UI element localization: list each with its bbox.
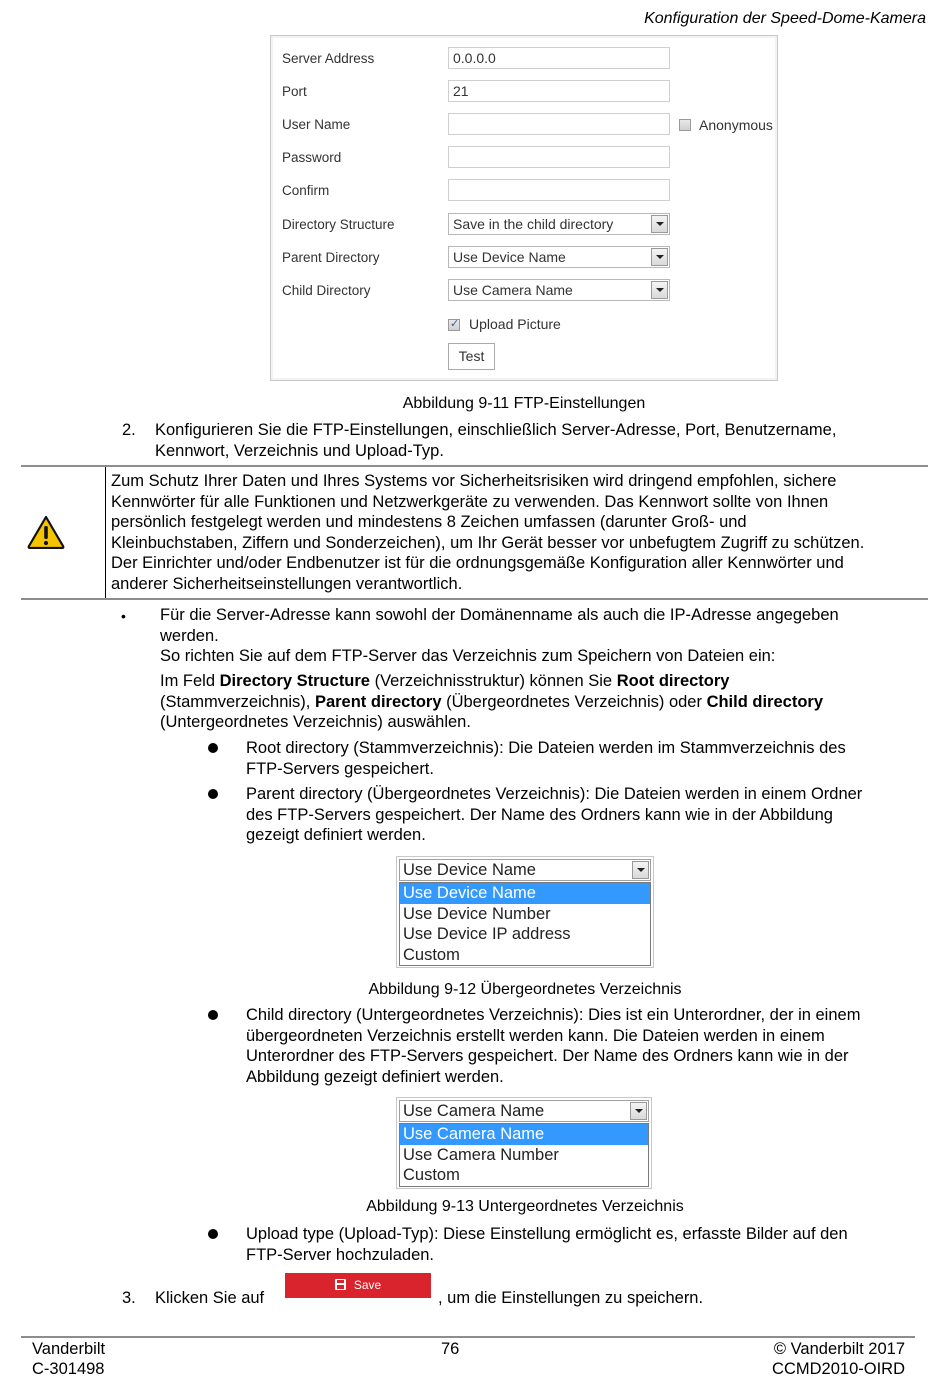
parent-directory-dropdown-figure (396, 856, 654, 968)
step2-line: Konfigurieren Sie die FTP-Einstellungen, einschließlich Server-Adresse, Port, Benutzername, (155, 421, 837, 439)
user-name-row (271, 113, 777, 137)
bullet-line: übergeordneten Verzeichnis erstellt werden kann. Die Dateien werden in einem (246, 1026, 825, 1045)
server-address-input[interactable]: 0.0.0.0 (448, 47, 670, 69)
text: (Verzeichnisstruktur) können Sie (370, 672, 617, 690)
step-number: 3. (122, 1289, 136, 1307)
child-dropdown-selected: Use Camera Name (403, 1102, 545, 1120)
chevron-down-icon[interactable] (651, 248, 668, 266)
child-directory-dropdown-figure (396, 1097, 652, 1189)
step2-text (155, 420, 836, 461)
root-directory-bullet (246, 738, 926, 779)
divider (21, 465, 928, 467)
warning-line: persönlich festgelegt werden und mindestens 8 Zeichen umfassen (darunter Groß- und (111, 513, 747, 531)
parent-dropdown-list (399, 882, 651, 966)
bold-term: Child directory (706, 692, 823, 711)
password-input[interactable] (448, 146, 670, 168)
directory-structure-label: Directory Structure (282, 217, 395, 232)
footer-company: Vanderbilt (32, 1340, 106, 1358)
figure-caption-9-12: Abbildung 9-12 Übergeordnetes Verzeichnis (368, 981, 682, 998)
warning-triangle-icon (27, 515, 65, 549)
dropdown-option[interactable]: Custom (403, 945, 460, 964)
text: (Untergeordnetes Verzeichnis) auswählen. (160, 713, 471, 731)
port-input[interactable]: 21 (448, 80, 670, 102)
directory-structure-paragraph (160, 671, 920, 733)
chevron-down-icon[interactable] (651, 215, 668, 233)
child-directory-label: Child Directory (282, 283, 371, 298)
chevron-down-icon[interactable] (632, 861, 649, 879)
footer-left (32, 1339, 105, 1379)
directory-structure-row (271, 213, 777, 237)
bullet1-text (160, 605, 920, 667)
footer-model: CCMD2010-OIRD (772, 1360, 905, 1378)
port-label: Port (282, 84, 307, 99)
warning-line: Der Einrichter und/oder Endbenutzer ist für die ordnungsgemäße Konfiguration aller Kennwörter und (111, 554, 844, 572)
dropdown-option[interactable]: Use Device Name (400, 883, 650, 904)
divider (21, 598, 928, 600)
footer-copyright: © Vanderbilt 2017 (773, 1340, 905, 1358)
bullet-icon: • (121, 608, 126, 624)
upload-type-bullet (246, 1224, 926, 1265)
bullet-line: Child directory (Untergeordnetes Verzeichnis): Dies ist ein Unterordner, der in einem (246, 1006, 861, 1024)
footer-doc-number: C-301498 (32, 1360, 105, 1378)
save-button[interactable] (285, 1273, 431, 1298)
dropdown-option[interactable]: Use Camera Number (403, 1145, 559, 1164)
bullet-line: Unterordner des FTP-Servers gespeichert. Der Name des Ordners kann wie in der (246, 1047, 849, 1065)
text: Im Feld (160, 672, 220, 690)
parent-dropdown-selected: Use Device Name (403, 861, 536, 879)
chevron-down-icon[interactable] (651, 281, 668, 299)
user-name-label: User Name (282, 117, 351, 132)
parent-directory-row (271, 246, 777, 270)
bullet-line: FTP-Servers gespeichert. (246, 759, 434, 778)
text: (Stammverzeichnis), (160, 692, 315, 711)
password-label: Password (282, 150, 342, 165)
figure-caption-9-13: Abbildung 9-13 Untergeordnetes Verzeichnis (366, 1198, 684, 1215)
bold-term: Directory Structure (219, 672, 370, 690)
bullet-icon (208, 1229, 218, 1239)
child-dropdown-header[interactable] (399, 1100, 649, 1122)
password-row (271, 146, 777, 170)
step3-text-before: Klicken Sie auf (155, 1289, 265, 1307)
test-button[interactable]: Test (448, 343, 495, 370)
page-number: 76 (441, 1340, 460, 1358)
server-address-row (271, 47, 777, 71)
bullet1-line: Für die Server-Adresse kann sowohl der Domänenname als auch die IP-Adresse angegeben (160, 606, 839, 624)
bullet-line: Parent directory (Übergeordnetes Verzeichnis): Die Dateien werden in einem Ordner (246, 785, 863, 803)
warning-line: Zum Schutz Ihrer Daten und Ihres Systems vor Sicherheitsrisiken wird dringend empfohlen, sichere (111, 472, 837, 490)
bullet-icon (208, 1010, 218, 1020)
step3-text-after: , um die Einstellungen zu speichern. (438, 1289, 704, 1307)
bullet-line: Abbildung gezeigt definiert werden. (246, 1067, 504, 1086)
dropdown-option[interactable]: Custom (403, 1166, 460, 1184)
bold-term: Parent directory (314, 692, 442, 711)
step-number: 2. (122, 421, 136, 439)
floppy-disk-icon (335, 1279, 346, 1290)
ftp-settings-panel (270, 35, 778, 381)
confirm-label: Confirm (282, 183, 330, 198)
save-button-label: Save (353, 1278, 382, 1292)
bullet-line: FTP-Server hochzuladen. (246, 1245, 435, 1264)
directory-structure-select[interactable] (448, 213, 670, 235)
bullet-icon (208, 743, 218, 753)
port-row (271, 80, 777, 104)
bullet-icon (208, 789, 218, 799)
dropdown-option[interactable]: Use Camera Name (400, 1124, 648, 1145)
dropdown-option[interactable]: Use Device IP address (403, 925, 571, 943)
warning-line: Kennwörter für alle Funktionen und Netzwerkgeräte zu verwenden. Das Kennwort sollte von Ihnen (111, 492, 829, 511)
text: (Übergeordnetes Verzeichnis) oder (441, 692, 707, 711)
bold-term: Root directory (616, 672, 730, 690)
figure-caption-9-11: Abbildung 9-11 FTP-Einstellungen (402, 395, 646, 412)
warning-line: anderer Sicherheitseinstellungen verantwortlich. (111, 574, 463, 593)
bullet1-line: werden. (160, 626, 219, 645)
bullet1-line: So richten Sie auf dem FTP-Server das Verzeichnis zum Speichern von Dateien ein: (160, 647, 776, 665)
divider (105, 467, 106, 598)
parent-directory-label: Parent Directory (282, 250, 380, 265)
parent-dropdown-header[interactable] (399, 859, 651, 881)
parent-directory-bullet (246, 784, 926, 846)
bullet-line: gezeigt definiert werden. (246, 826, 426, 844)
confirm-row (271, 179, 777, 203)
bullet-line: Root directory (Stammverzeichnis): Die Dateien werden im Stammverzeichnis des (246, 739, 846, 757)
divider (21, 1336, 915, 1338)
parent-directory-value: Use Device Name (453, 249, 566, 265)
warning-line: Kleinbuchstaben, Ziffern und Sonderzeichen), um Ihr Gerät besser vor unbefugtem Zugriff zu schützen. (111, 533, 865, 552)
upload-picture-checkbox[interactable] (448, 319, 460, 331)
child-directory-value: Use Camera Name (453, 282, 573, 298)
bullet-line: des FTP-Servers gespeichert. Der Name des Ordners kann wie in der Abbildung (246, 805, 833, 824)
anonymous-checkbox[interactable] (679, 119, 691, 131)
confirm-input[interactable] (448, 179, 670, 201)
running-header: Konfiguration der Speed-Dome-Kamera (644, 10, 926, 27)
anonymous-label: Anonymous (699, 117, 773, 133)
child-directory-select[interactable] (448, 279, 670, 301)
chevron-down-icon[interactable] (630, 1102, 647, 1120)
dropdown-option[interactable]: Use Device Number (403, 904, 551, 923)
child-directory-row (271, 279, 777, 303)
user-name-input[interactable] (448, 113, 670, 135)
bullet-line: Upload type (Upload-Typ): Diese Einstellung ermöglicht es, erfasste Bilder auf den (246, 1225, 848, 1243)
directory-structure-value: Save in the child directory (453, 216, 614, 232)
child-directory-bullet (246, 1005, 926, 1087)
warning-text (111, 471, 926, 594)
footer-right (772, 1339, 905, 1379)
upload-picture-label: Upload Picture (469, 316, 561, 332)
parent-directory-select[interactable] (448, 246, 670, 268)
child-dropdown-list (399, 1123, 649, 1187)
step2-line: Kennwort, Verzeichnis und Upload-Typ. (155, 441, 444, 460)
server-address-label: Server Address (282, 51, 375, 66)
